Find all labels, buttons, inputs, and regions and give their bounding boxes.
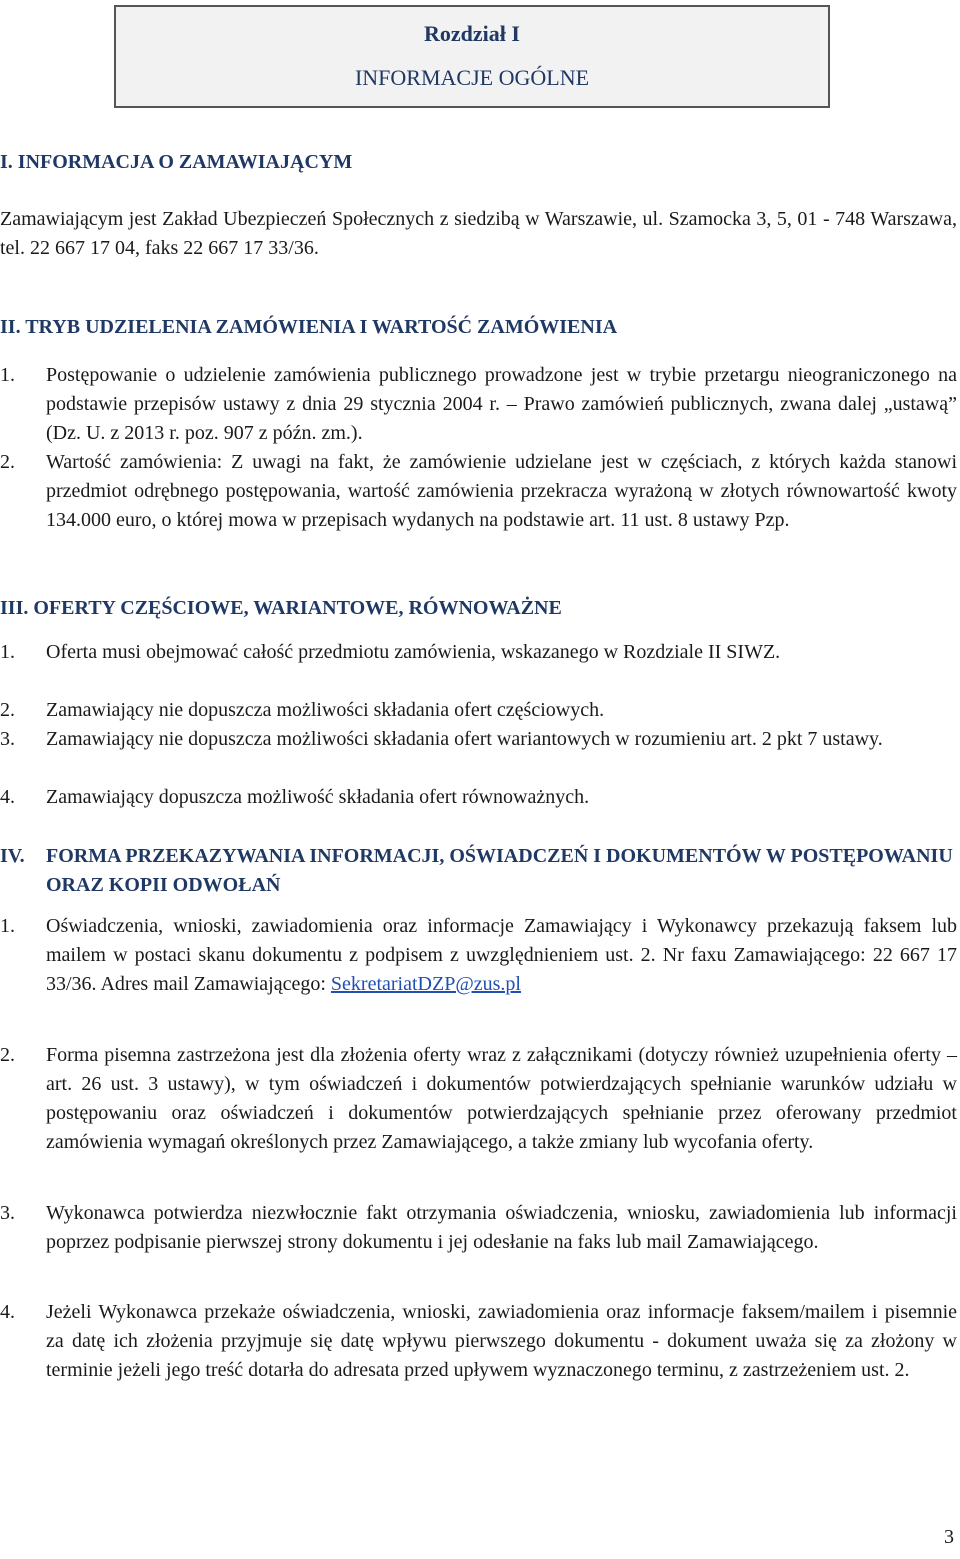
item-text: Forma pisemna zastrzeżona jest dla złożenia oferty wraz z załącznikami (dotyczy również uzupełnienia oferty – art. 26 ust. 3 ustawy), w tym oświadczeń i dokumentów potwierdzających spełnianie warunków udziału w postępowaniu oraz oświadczeń i dokumentów potwierdzających spełnianie przez oferowany przedmiot zamówienia wymagań określonych przez Zamawiającego, a także zmiany lub wycofania oferty. xyxy=(46,1044,957,1153)
page-number: 3 xyxy=(944,1526,954,1548)
item-text: Zamawiający dopuszcza możliwość składania ofert równoważnych. xyxy=(46,786,590,808)
section-4-item-2 xyxy=(0,1041,957,1157)
section-4-item-3 xyxy=(0,1199,957,1257)
item-number: 4. xyxy=(0,786,15,808)
item-text: Wykonawca potwierdza niezwłocznie fakt otrzymania oświadczenia, wniosku, zawiadomienia lub informacji poprzez podpisanie pierwszej strony dokumentu i jej odesłanie na faks lub mail Zamawiającego. xyxy=(46,1202,957,1253)
section-3-heading: III. OFERTY CZĘŚCIOWE, WARIANTOWE, RÓWNOWAŻNE xyxy=(0,597,562,619)
item-text: Zamawiający nie dopuszcza możliwości składania ofert częściowych. xyxy=(46,699,605,721)
section-3-item-1 xyxy=(0,638,957,667)
section-3-item-2 xyxy=(0,696,957,725)
section-2-item-1 xyxy=(0,361,957,448)
item-number: 2. xyxy=(0,699,15,721)
item-number: 4. xyxy=(0,1301,15,1323)
item-text: Jeżeli Wykonawca przekaże oświadczenia, wnioski, zawiadomienia oraz informacje faksem/mailem i pisemnie za datę ich złożenia przyjmuje się datę wpływu pierwszego dokumentu - dokument uważa się za złożony w terminie jeżeli jego treść dotarła do adresata przed upływem wyznaczonego terminu, z zastrzeżeniem ust. 2. xyxy=(46,1301,957,1381)
section-3-item-4 xyxy=(0,783,957,812)
section-4-item-1 xyxy=(0,912,957,999)
item-number: 2. xyxy=(0,1044,15,1066)
item-number: 1. xyxy=(0,364,15,386)
item-number: 1. xyxy=(0,641,15,663)
item-text: Oferta musi obejmować całość przedmiotu zamówienia, wskazanego w Rozdziale II SIWZ. xyxy=(46,641,781,663)
section-1-text: Zamawiającym jest Zakład Ubezpieczeń Społecznych z siedzibą w Warszawie, ul. Szamocka 3, 5, 01 - 748 Warszawa, tel. 22 667 17 04, faks 22 667 17 33/36. xyxy=(0,208,957,259)
item-text: Zamawiający nie dopuszcza możliwości składania ofert wariantowych w rozumieniu art. 2 pkt 7 ustawy. xyxy=(46,728,883,750)
section-2-item-2 xyxy=(0,448,957,535)
item-number: 2. xyxy=(0,451,15,473)
item-number: 1. xyxy=(0,915,15,937)
chapter-title: Rozdział I xyxy=(424,21,520,46)
section-4-heading xyxy=(0,842,957,900)
item-text: Wartość zamówienia: Z uwagi na fakt, że zamówienie udzielane jest w częściach, z których każda stanowi przedmiot odrębnego postępowania, wartość zamówienia przekracza wyrażoną w złotych równowartość kwoty 134.000 euro, o której mowa w przepisach wydanych na podstawie art. 11 ust. 8 ustawy Pzp. xyxy=(46,451,957,531)
item-text: Postępowanie o udzielenie zamówienia publicznego prowadzone jest w trybie przetargu nieograniczonego na podstawie przepisów ustawy z dnia 29 stycznia 2004 r. – Prawo zamówień publicznych, zwana dalej „ustawą” (Dz. U. z 2013 r. poz. 907 z późn. zm.). xyxy=(46,364,957,444)
item-number: 3. xyxy=(0,1202,15,1224)
section-4-item-4 xyxy=(0,1298,957,1385)
email-link[interactable]: SekretariatDZP@zus.pl xyxy=(330,973,521,995)
chapter-subtitle: INFORMACJE OGÓLNE xyxy=(354,65,590,90)
heading-number: IV. xyxy=(0,845,25,867)
chapter-header-box xyxy=(114,5,830,108)
item-text: Oświadczenia, wnioski, zawiadomienia oraz informacje Zamawiający i Wykonawcy przekazują faksem lub mailem w postaci skanu dokumentu z podpisem z uwzględnieniem ust. 2. Nr faxu Zamawiającego: 22 667 17 33/36. Adres mail Zamawiającego: xyxy=(46,915,957,995)
section-3-item-3 xyxy=(0,725,957,754)
section-1-heading: I. INFORMACJA O ZAMAWIAJĄCYM xyxy=(0,151,353,173)
item-number: 3. xyxy=(0,728,15,750)
heading-text: FORMA PRZEKAZYWANIA INFORMACJI, OŚWIADCZEŃ I DOKUMENTÓW W POSTĘPOWANIU ORAZ KOPII ODWOŁAŃ xyxy=(46,845,953,896)
section-2-heading: II. TRYB UDZIELENIA ZAMÓWIENIA I WARTOŚĆ ZAMÓWIENIA xyxy=(0,316,618,338)
